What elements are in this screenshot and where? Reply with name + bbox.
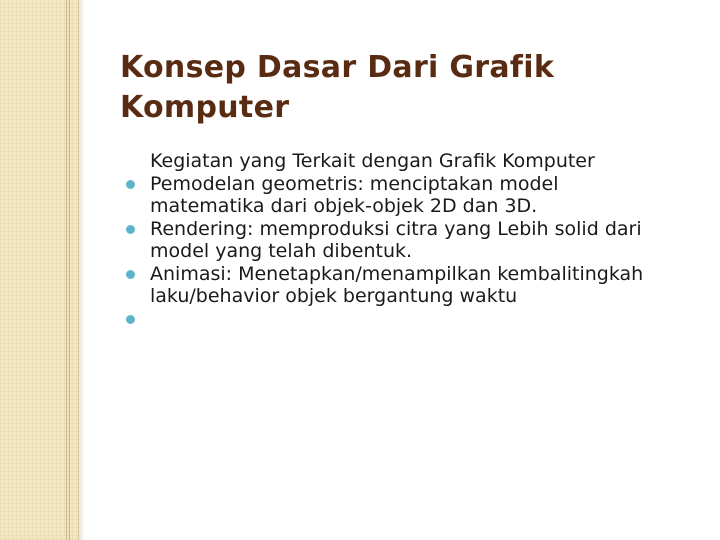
slide-title: Konsep Dasar Dari Grafik Komputer bbox=[120, 50, 555, 125]
slide-content bbox=[126, 150, 666, 330]
bullet-dot-icon bbox=[126, 180, 135, 189]
bullet-text: Rendering: memproduksi citra yang Lebih solid dari model yang telah dibentuk. bbox=[150, 217, 642, 262]
decorative-side-panel bbox=[0, 0, 79, 540]
list-item bbox=[126, 173, 666, 218]
list-item bbox=[126, 308, 666, 330]
panel-shadow bbox=[79, 0, 85, 540]
bullet-dot-icon bbox=[126, 270, 135, 279]
panel-divider-line bbox=[66, 0, 70, 540]
bullet-dot-icon bbox=[126, 315, 135, 324]
list-item bbox=[126, 218, 666, 263]
bullet-text: Animasi: Menetapkan/menampilkan kembalitingkah laku/behavior objek bergantung waktu bbox=[150, 262, 644, 307]
bullet-dot-icon bbox=[126, 225, 135, 234]
bullet-list bbox=[126, 173, 666, 330]
list-item bbox=[126, 263, 666, 308]
lead-text: Kegiatan yang Terkait dengan Grafik Komputer bbox=[150, 150, 595, 172]
bullet-text: Pemodelan geometris: menciptakan model matematika dari objek-objek 2D dan 3D. bbox=[150, 172, 559, 217]
